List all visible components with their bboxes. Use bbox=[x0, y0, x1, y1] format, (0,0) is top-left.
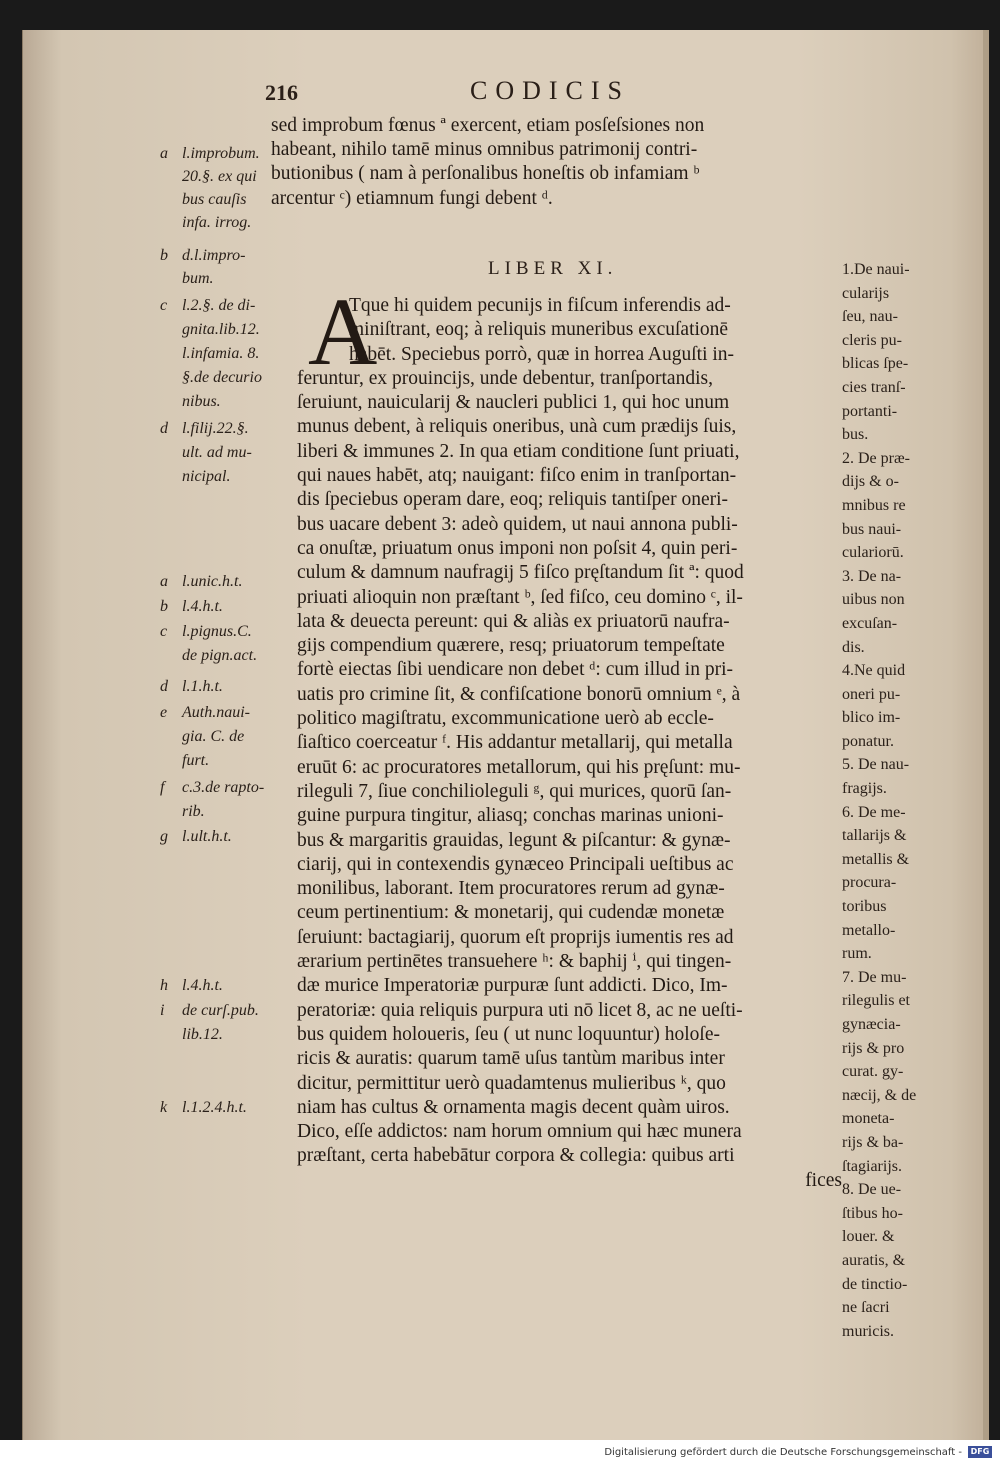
main-paragraph bbox=[297, 278, 842, 1193]
margin-note bbox=[160, 366, 262, 389]
note-text: ult. ad mu- bbox=[182, 444, 252, 461]
side-note-line: bus. bbox=[842, 426, 869, 444]
side-note-line: de tinctio- bbox=[842, 1275, 908, 1293]
margin-note bbox=[160, 267, 214, 290]
note-letter: f bbox=[160, 779, 165, 796]
margin-note bbox=[160, 294, 255, 317]
side-note-line: excuſan- bbox=[842, 614, 898, 632]
side-note-line: procura- bbox=[842, 874, 897, 892]
note-letter: a bbox=[160, 573, 168, 590]
text-line: peratoriæ: quia reliquis purpura uti nō licet 8, ac ne ueſti- bbox=[297, 999, 743, 1021]
side-note-line: moneta- bbox=[842, 1110, 895, 1128]
side-note-line: uibus non bbox=[842, 591, 905, 609]
text-line: politico magiſtratu, excommunicatione uerò ab eccle- bbox=[297, 708, 714, 730]
note-text: bum. bbox=[182, 270, 214, 287]
side-note-line: fragijs. bbox=[842, 780, 887, 798]
side-note-line: portanti- bbox=[842, 402, 898, 420]
text-line: priuati alioquin non præſtant ᵇ, ſed fiſco, ceu domino ᶜ, il- bbox=[297, 586, 743, 608]
dfg-logo-icon: DFG bbox=[968, 1446, 992, 1458]
text-line: bus uacare debent 3: adeò quidem, ut naui annona publi- bbox=[297, 513, 738, 535]
margin-note bbox=[160, 999, 259, 1022]
side-note-line: mnibus re bbox=[842, 496, 906, 514]
text-line: guine purpura tingitur, aliasq; conchas marinas unioni- bbox=[297, 805, 724, 827]
side-note-line: ne ſacri bbox=[842, 1299, 890, 1317]
text-line: ſiaſtico coerceatur ᶠ. His addantur metallarij, qui metalla bbox=[297, 732, 733, 754]
text-line: ciarij, qui in contexendis gynæceo Principali ueſtibus ac bbox=[297, 853, 734, 875]
text-line: ca onuſtæ, priuatum onus imponi non poſsit 4, quin peri- bbox=[297, 537, 738, 559]
note-text: nibus. bbox=[182, 393, 221, 410]
side-note-line: blico im- bbox=[842, 709, 901, 727]
margin-note bbox=[160, 188, 246, 211]
note-text: §.de decurio bbox=[182, 369, 262, 386]
side-note-line: rum. bbox=[842, 945, 872, 963]
top-paragraph bbox=[271, 114, 856, 211]
side-note-line: muricis. bbox=[842, 1322, 894, 1340]
note-text: l.4.h.t. bbox=[182, 598, 223, 615]
text-line: munus debent, à reliquis oneribus, unà cum prædijs ſuis, bbox=[297, 416, 737, 438]
side-note-line: næcij, & de bbox=[842, 1086, 917, 1104]
side-note-line: blicas ſpe- bbox=[842, 355, 909, 373]
margin-note bbox=[160, 165, 257, 188]
note-letter: g bbox=[160, 828, 168, 845]
note-text: l.2.§. de di- bbox=[182, 297, 256, 314]
text-line: liberi & immunes 2. In qua etiam conditione ſunt priuati, bbox=[297, 440, 740, 462]
side-note-line: 6. De me- bbox=[842, 803, 906, 821]
page-number: 216 bbox=[265, 80, 298, 105]
margin-note bbox=[160, 318, 260, 341]
margin-note bbox=[160, 211, 251, 234]
note-letter: d bbox=[160, 678, 168, 695]
margin-note bbox=[160, 1023, 223, 1046]
text-line: ricis & auratis: quarum tamē uſus tantùm maribus inter bbox=[297, 1048, 725, 1070]
text-line: ceum pertinentium: & monetarij, qui cudendæ monetæ bbox=[297, 902, 725, 924]
note-letter: i bbox=[160, 1002, 165, 1019]
side-note-line: rilegulis et bbox=[842, 992, 910, 1010]
right-margin-notes bbox=[842, 258, 952, 1343]
catchword: fices bbox=[805, 1169, 842, 1191]
margin-note bbox=[160, 595, 223, 618]
note-text: lib.12. bbox=[182, 1026, 223, 1043]
text-line: rileguli 7, ſiue conchilioleguli ᵍ, qui murices, quorū ſan- bbox=[297, 780, 732, 802]
side-note-line: ponatur. bbox=[842, 732, 894, 750]
margin-note bbox=[160, 465, 230, 488]
note-text: l.pignus.C. bbox=[182, 623, 252, 640]
side-note-line: rijs & pro bbox=[842, 1039, 905, 1057]
text-line: ſeruiunt: bactagiarij, quorum eſt proprijs iumentis res ad bbox=[297, 926, 734, 948]
margin-note bbox=[160, 570, 242, 593]
note-letter: e bbox=[160, 704, 168, 721]
text-line: niam has cultus & ornamenta magis decent quàm uiros. bbox=[297, 1096, 730, 1118]
text-line: eruūt 6: ac procuratores metallorum, qui his pręſunt: mu- bbox=[297, 756, 741, 778]
margin-note bbox=[160, 974, 223, 997]
side-note-line: auratis, & bbox=[842, 1251, 906, 1269]
margin-note bbox=[160, 342, 259, 365]
text-line: butionibus ( nam à perſonalibus honeſtis ob infamiam ᵇ bbox=[271, 163, 700, 185]
note-letter: c bbox=[160, 623, 168, 640]
text-line: habeant, nihilo tamē minus omnibus patrimonij contri- bbox=[271, 139, 698, 161]
margin-note bbox=[160, 142, 260, 165]
margin-note bbox=[160, 644, 257, 667]
side-note-line: 4.Ne quid bbox=[842, 662, 906, 680]
note-text: l.ult.h.t. bbox=[182, 828, 232, 845]
margin-note bbox=[160, 749, 209, 772]
note-text: l.1.2.4.h.t. bbox=[182, 1099, 247, 1116]
note-text: bus cauſis bbox=[182, 191, 247, 208]
margin-note bbox=[160, 244, 245, 267]
note-letter: d bbox=[160, 420, 168, 437]
text-line: bus quidem holoueris, ſeu ( ut nunc loquuntur) holoſe- bbox=[297, 1023, 720, 1045]
margin-note bbox=[160, 675, 223, 698]
book-heading: LIBER XI. bbox=[488, 258, 618, 279]
text-line: dis ſpeciebus operam dare, eoq; reliquis tantiſper oneri- bbox=[297, 489, 729, 511]
margin-note bbox=[160, 417, 249, 440]
text-line: dicitur, permittitur uerò quadamtenus mulieribus ᵏ, quo bbox=[297, 1072, 726, 1094]
side-note-line: oneri pu- bbox=[842, 685, 901, 703]
text-line: miniſtrant, eoq; à reliquis muneribus excuſationē bbox=[349, 319, 729, 341]
note-text: furt. bbox=[182, 752, 210, 769]
side-note-line: 5. De nau- bbox=[842, 756, 910, 774]
note-text: l.infamia. 8. bbox=[182, 345, 260, 362]
margin-note bbox=[160, 441, 252, 464]
note-text: l.4.h.t. bbox=[182, 977, 223, 994]
side-note-line: 1.De naui- bbox=[842, 261, 910, 278]
text-line: monilibus, laborant. Item procuratores rerum ad gynæ- bbox=[297, 878, 725, 900]
drop-cap: A bbox=[308, 278, 378, 385]
side-note-line: ſtibus ho- bbox=[842, 1204, 903, 1222]
note-letter: c bbox=[160, 297, 168, 314]
note-text: de pign.act. bbox=[182, 647, 258, 664]
side-note-line: 2. De præ- bbox=[842, 449, 910, 467]
note-text: gia. C. de bbox=[182, 728, 245, 745]
note-text: de curſ.pub. bbox=[182, 1002, 259, 1019]
side-note-line: ſeu, nau- bbox=[842, 308, 898, 326]
side-note-line: rijs & ba- bbox=[842, 1133, 904, 1151]
side-note-line: 7. De mu- bbox=[842, 968, 907, 986]
note-text: Auth.naui- bbox=[182, 704, 250, 721]
running-title: CODICIS bbox=[470, 76, 631, 105]
margin-note bbox=[160, 620, 252, 643]
funding-credit: Digitalisierung gefördert durch die Deutsche Forschungsgemeinschaft - bbox=[604, 1447, 962, 1458]
note-text: l.unic.h.t. bbox=[182, 573, 243, 590]
note-text: c.3.de rapto- bbox=[182, 779, 265, 796]
text-line: ſeruiunt, nauicularij & naucleri publici 1, qui hoc unum bbox=[297, 392, 730, 414]
margin-note bbox=[160, 825, 232, 848]
side-note-line: ſtagiarijs. bbox=[842, 1157, 902, 1175]
side-note-line: dijs & o- bbox=[842, 473, 899, 491]
side-note-line: dis. bbox=[842, 638, 865, 656]
note-letter: b bbox=[160, 598, 168, 615]
note-text: nicipal. bbox=[182, 468, 231, 485]
note-text: gnita.lib.12. bbox=[182, 321, 260, 338]
note-text: l.filij.22.§. bbox=[182, 420, 249, 437]
note-text: infa. irrog. bbox=[182, 214, 252, 231]
side-note-line: curat. gy- bbox=[842, 1063, 904, 1081]
note-letter: k bbox=[160, 1099, 168, 1116]
side-note-line: 3. De na- bbox=[842, 567, 902, 585]
text-line: dæ murice Imperatoriæ purpuræ ſunt addicti. Dico, Im- bbox=[297, 975, 728, 997]
margin-note bbox=[160, 725, 244, 748]
page-header bbox=[265, 76, 685, 110]
footer-bar bbox=[0, 1440, 1000, 1465]
side-note-line: toribus bbox=[842, 898, 887, 916]
text-line: culum & damnum naufragij 5 fiſco pręſtandum ſit ª: quod bbox=[297, 562, 744, 584]
text-line: fortè eiectas ſibi uendicare non debet ᵈ: cum illud in pri- bbox=[297, 659, 733, 681]
text-line: arcentur ᶜ) etiamnum fungi debent ᵈ. bbox=[271, 187, 553, 209]
side-note-line: 8. De ue- bbox=[842, 1181, 902, 1199]
side-note-line: metallis & bbox=[842, 850, 910, 868]
text-line: feruntur, ex prouincijs, unde debentur, tranſportandis, bbox=[297, 367, 713, 389]
side-note-line: cies tranſ- bbox=[842, 378, 906, 396]
text-line: habēt. Speciebus porrò, quæ in horrea Auguſti in- bbox=[349, 343, 735, 365]
margin-note bbox=[160, 776, 264, 799]
note-text: l.improbum. bbox=[182, 145, 260, 162]
text-line: sed improbum fœnus ª exercent, etiam posſeſsiones non bbox=[271, 115, 705, 136]
side-note-line: culariorū. bbox=[842, 544, 904, 562]
side-note-line: gynæcia- bbox=[842, 1016, 901, 1033]
note-letter: a bbox=[160, 145, 168, 162]
note-letter: h bbox=[160, 977, 168, 994]
text-line: Tque hi quidem pecunijs in fiſcum inferendis ad- bbox=[349, 295, 731, 316]
side-note-line: bus naui- bbox=[842, 520, 902, 538]
side-note-line: louer. & bbox=[842, 1228, 895, 1246]
note-text: d.l.impro- bbox=[182, 247, 246, 264]
margin-note bbox=[160, 1096, 247, 1119]
side-note-line: cleris pu- bbox=[842, 331, 902, 349]
side-note-line: tallarijs & bbox=[842, 827, 907, 845]
margin-note bbox=[160, 390, 221, 413]
text-line: qui naues habēt, atq; nauigant: fiſco enim in tranſportan- bbox=[297, 465, 737, 487]
text-line: Dico, eſſe addictos: nam horum omnium qui hæc munera bbox=[297, 1121, 742, 1143]
margin-note bbox=[160, 800, 205, 823]
side-note-line: cularijs bbox=[842, 284, 890, 302]
text-line: præſtant, certa habebātur corpora & collegia: quibus arti bbox=[297, 1145, 735, 1167]
note-text: 20.§. ex qui bbox=[182, 168, 257, 185]
note-letter: b bbox=[160, 247, 168, 264]
side-note-line: metallo- bbox=[842, 921, 896, 939]
text-line: bus & margaritis grauidas, legunt & piſcantur: & gynæ- bbox=[297, 829, 731, 851]
note-text: rib. bbox=[182, 803, 205, 820]
text-line: lata & deuecta pereunt: qui & aliàs ex priuatorū naufra- bbox=[297, 610, 730, 632]
margin-note bbox=[160, 701, 250, 724]
text-line: uatis pro crimine ſit, & confiſcatione bonorū omnium ᵉ, à bbox=[297, 683, 741, 705]
note-text: l.1.h.t. bbox=[182, 678, 223, 695]
text-line: gijs compendium quærere, resq; priuatorum tempeſtate bbox=[297, 635, 725, 657]
text-line: ærarium pertinētes transuehere ʰ: & baphij ⁱ, qui tingen- bbox=[297, 951, 732, 973]
